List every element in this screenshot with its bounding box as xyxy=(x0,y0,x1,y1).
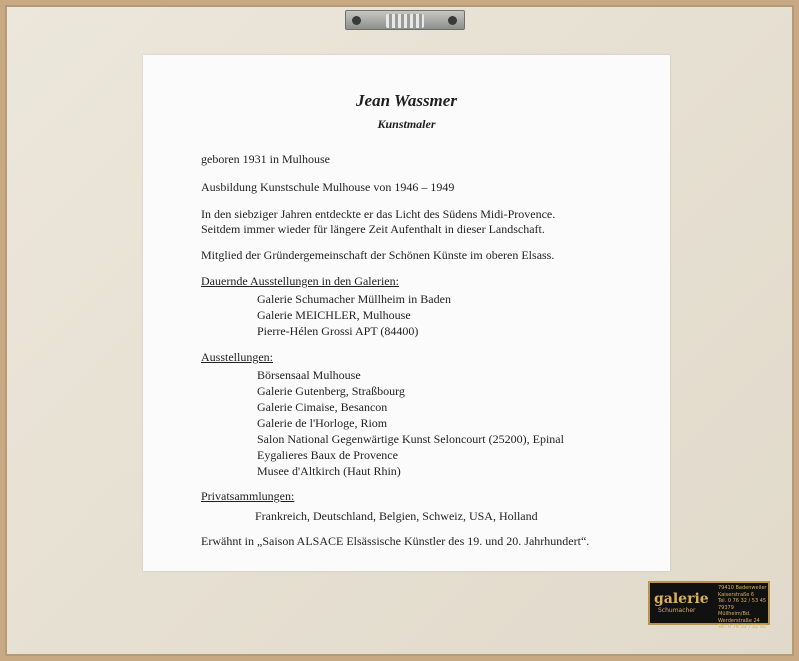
exhibition-item: Salon National Gegenwärtige Kunst Seloncourt (25200), Epinal xyxy=(257,432,564,446)
address-line: Tel. 0 76 31 / 32 92 xyxy=(718,624,767,630)
address-line: 79410 Badenweiler xyxy=(718,585,767,591)
address-line: Tel. 0 76 32 / 53 45 xyxy=(718,598,767,604)
artist-profession: Kunstmaler xyxy=(377,117,436,131)
permanent-gallery-item: Galerie MEICHLER, Mulhouse xyxy=(257,308,411,322)
permanent-gallery-item: Galerie Schumacher Müllheim in Baden xyxy=(257,292,451,306)
address-line: Kaiserstraße 6 xyxy=(718,591,755,598)
gallery-logo: galerie xyxy=(654,591,709,607)
exhibition-item: Galerie Gutenberg, Straßbourg xyxy=(257,384,405,398)
permanent-exhibitions-heading: Dauernde Ausstellungen in den Galerien: xyxy=(201,274,399,288)
biography-sheet xyxy=(143,55,670,571)
permanent-gallery-item: Pierre-Hélen Grossi APT (84400) xyxy=(257,324,419,338)
seventies-line-1: In den siebziger Jahren entdeckte er das Licht des Südens Midi-Provence. xyxy=(201,207,556,221)
hanger-screw-left-icon xyxy=(352,16,361,25)
exhibitions-heading: Ausstellungen: xyxy=(201,350,273,364)
address-line: Werderstraße 24 xyxy=(718,617,760,624)
membership-line: Mitglied der Gründergemeinschaft der Schönen Künste im oberen Elsass. xyxy=(201,248,555,262)
address-line: 79379 Müllheim/Bd. xyxy=(718,604,751,617)
artist-name: Jean Wassmer xyxy=(356,91,457,110)
seventies-line-2: Seitdem immer wieder für längere Zeit Aufenthalt in dieser Landschaft. xyxy=(201,222,545,236)
exhibition-item: Musee d'Altkirch (Haut Rhin) xyxy=(257,464,401,478)
gallery-sticker xyxy=(648,581,770,630)
exhibition-item: Galerie de l'Horloge, Riom xyxy=(257,416,388,430)
education-line: Ausbildung Kunstschule Mulhouse von 1946 – 1949 xyxy=(201,180,455,194)
hanger-teeth xyxy=(386,14,424,28)
exhibition-item: Börsensaal Mulhouse xyxy=(257,368,361,382)
hanger-screw-right-icon xyxy=(448,16,457,25)
gallery-address xyxy=(718,585,768,631)
birth-line: geboren 1931 in Mulhouse xyxy=(201,152,330,166)
sawtooth-hanger xyxy=(345,10,465,30)
private-collections-countries: Frankreich, Deutschland, Belgien, Schweiz, USA, Holland xyxy=(255,509,538,523)
gallery-logo-sub: Schumacher xyxy=(658,607,696,614)
private-collections-heading: Privatsammlungen: xyxy=(201,489,295,503)
exhibition-item: Eygalieres Baux de Provence xyxy=(257,448,398,462)
publication-mention: Erwähnt in „Saison ALSACE Elsässische Künstler des 19. und 20. Jahrhundert“. xyxy=(201,534,590,548)
exhibition-item: Galerie Cimaise, Besancon xyxy=(257,400,388,414)
